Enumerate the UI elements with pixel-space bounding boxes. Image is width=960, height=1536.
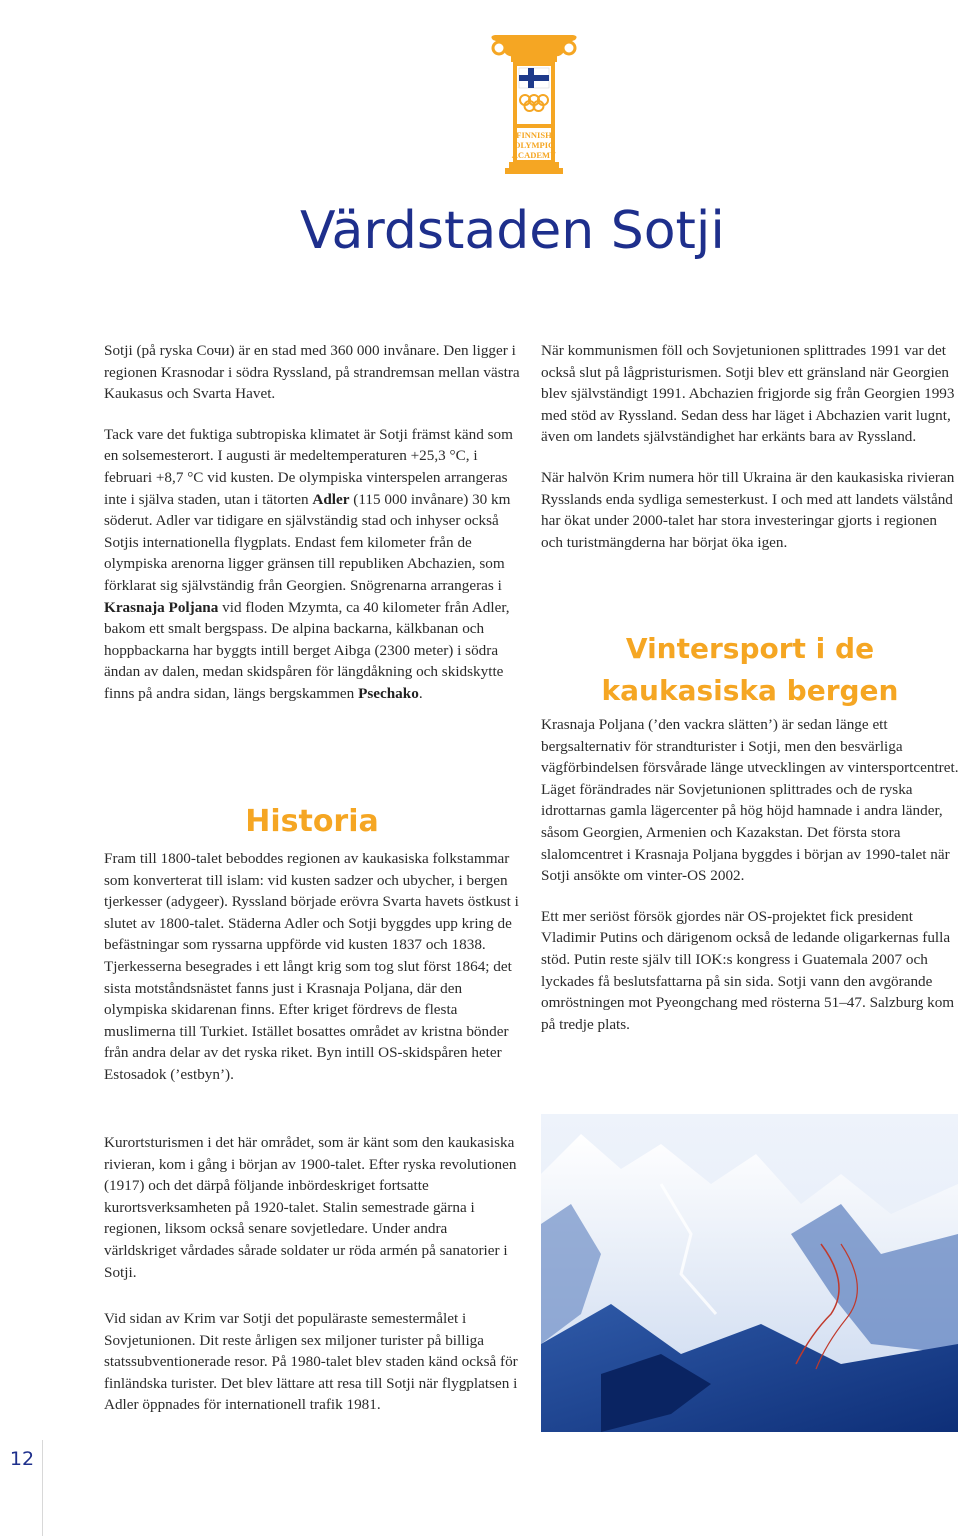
soviet-paragraph: Vid sidan av Krim var Sotji det populäraste semestermålet i Sovjetunionen. Dit reste årligen sex miljoner turister på billiga statssubventionerade resor. På 1980-talet blev staden känd också för finländska turister. Det blev lättare att resa till Sotji när flygplatsen i Adler öppnades för internationell trafik 1981. bbox=[104, 1310, 518, 1414]
resort-paragraph: Kurortsturismen i det här området, som är känt som den kaukasiska rivieran, kom i gång i början av 1900-talet. Efter ryska revolutionen (1917) och det därpå följande inbördeskriget fortsatte kurortsverksamheten på 1920-talet. Stalin semestrade gärna i regionen, liksom också senare sovjetledare. Under andra världskriget vårdades sårade soldater ur röda armén på sanatorier i Sotji. bbox=[104, 1134, 517, 1281]
finnish-olympic-academy-logo bbox=[487, 34, 581, 176]
history-paragraph: Fram till 1800-talet beboddes regionen av kaukasiska folkstammar som konverterat till islam: vid kusten sadzer och ubycher, i bergen tjerkesser (adygeer). Ryssland började erövra Svarta havets östkust i slutet av 1800-talet. Städerna Adler och Sotji byggdes upp kring de befästningar som ryssarna uppförde vid kusten 1837 och 1838. Tjerkesserna besegrades i ett långt krig som tog slut först 1864; det sista motståndsnästet fanns just i Krasnaja Poljana, där den olympiska skidarenan finns. Efter kriget fördrevs de flesta muslimerna till Turkiet. Istället bosattes området av kristna bönder från andra delar av det ryska riket. Byn intill OS-skidspåren heter Estosadok (’estbyn’). bbox=[104, 850, 519, 1083]
logo-line1: FINNISH bbox=[516, 130, 552, 140]
page-number: 12 bbox=[9, 1448, 35, 1470]
communism-paragraph: När kommunismen föll och Sovjetunionen splittrades 1991 var det också slut på lågpristurismen. Sotji blev ett gränsland när Georgien blev självständigt 1991. Abchazien frigjorde sig från Georgien 1993 med stöd av Ryssland. Sedan dess har läget i Abchazien varit lugnt, även om landets självständighet har erkänts bara av Ryssland. bbox=[541, 342, 955, 446]
heading-historia: Historia bbox=[245, 804, 379, 839]
krim-paragraph: När halvön Krim numera hör till Ukraina är den kaukasiska rivieran Rysslands enda sydliga semesterkust. I och med att landets välstånd har ökat under 2000-talet har stora investeringar gjorts i regionen och turistmängderna har börjat öka igen. bbox=[541, 468, 955, 551]
logo-line2: OLYMPIC bbox=[513, 140, 555, 150]
krasnaja-paragraph: Krasnaja Poljana (’den vackra slätten’) är sedan länge ett bergsalternativ för strandturister i Sotji, men den besvärliga vägförbindelsen försvårade länge utvecklingen av vintersportcentret. Läget förändrades när Sovjetunionen splittrades och de ryska idrottarnas gamla lägercenter på hög höjd hamnade i andra länder, såsom Georgien, Armenien och Kazakstan. Det första stora slalomcentret i Krasnaja Poljana byggdes i början av 1990-talet när Sotji ansökte om vinter-OS 2002. bbox=[541, 716, 959, 885]
soviet-text bbox=[104, 1308, 520, 1435]
logo-line3: ACADEMY bbox=[511, 150, 557, 160]
intro-paragraph: Sotji (på ryska Сочи) är en stad med 360 000 invånare. Den ligger i regionen Krasnodar i södra Ryssland, på strandremsan mellan västra Kaukasus och Svarta Havet. bbox=[104, 342, 520, 403]
resort-text bbox=[104, 1132, 520, 1302]
psechako-bold: Psechako bbox=[358, 684, 419, 702]
vintersport-text bbox=[541, 714, 959, 1054]
page-title: Värdstaden Sotji bbox=[300, 201, 725, 261]
adler-bold: Adler bbox=[312, 490, 350, 508]
history-text bbox=[104, 848, 520, 1105]
krasnaja-bold: Krasnaja Poljana bbox=[104, 598, 219, 616]
heading-vintersport: Vintersport i de kaukasiska bergen bbox=[601, 632, 899, 707]
right-intro-text bbox=[541, 340, 959, 572]
left-intro-text bbox=[104, 340, 520, 724]
snowy-mountain-photo bbox=[541, 1114, 958, 1432]
olympic-bid-paragraph: Ett mer seriöst försök gjordes när OS-projektet fick president Vladimir Putins och därigenom också de ledande oligarkernas fulla stöd. Putin reste själv till IOK:s kongress i Guatemala 2007 och lyckades få beslutsfattarna på sin sida. Sotji vann den avgörande omröstningen mot Pyeongchang med rösterna 51–47. Salzburg kom på tredje plats. bbox=[541, 907, 955, 1033]
climate-paragraph: Tack vare det fuktiga subtropiska klimatet är Sotji främst känd som en solsemesterort. I augusti är medeltemperaturen +25,3 °C, i februari +8,7 °C vid kusten. De olympiska vinterspelen arrangeras inte i själva staden, utan i tätorten Adler (115 000 invånare) 30 km söderut. Adler var tidigare en självständig stad och inhyser också Sotjis internationella flygplats. Endast fem kilometer från de olympiska arenorna ligger gränsen till republiken Abchazien, som förklarat sig självständig från Georgien. Snögrenarna arrangeras i Krasnaja Poljana vid floden Mzymta, ca 40 kilometer från Adler, bakom ett smalt bergspass. De alpina backarna, kälkbanan och hoppbackarna har byggts intill berget Aibga (2300 meter) i södra ändan av dalen, medan skidspåren för längdåkning och skidskytte finns på andra sidan, längs bergskammen Psechako. bbox=[104, 425, 513, 702]
